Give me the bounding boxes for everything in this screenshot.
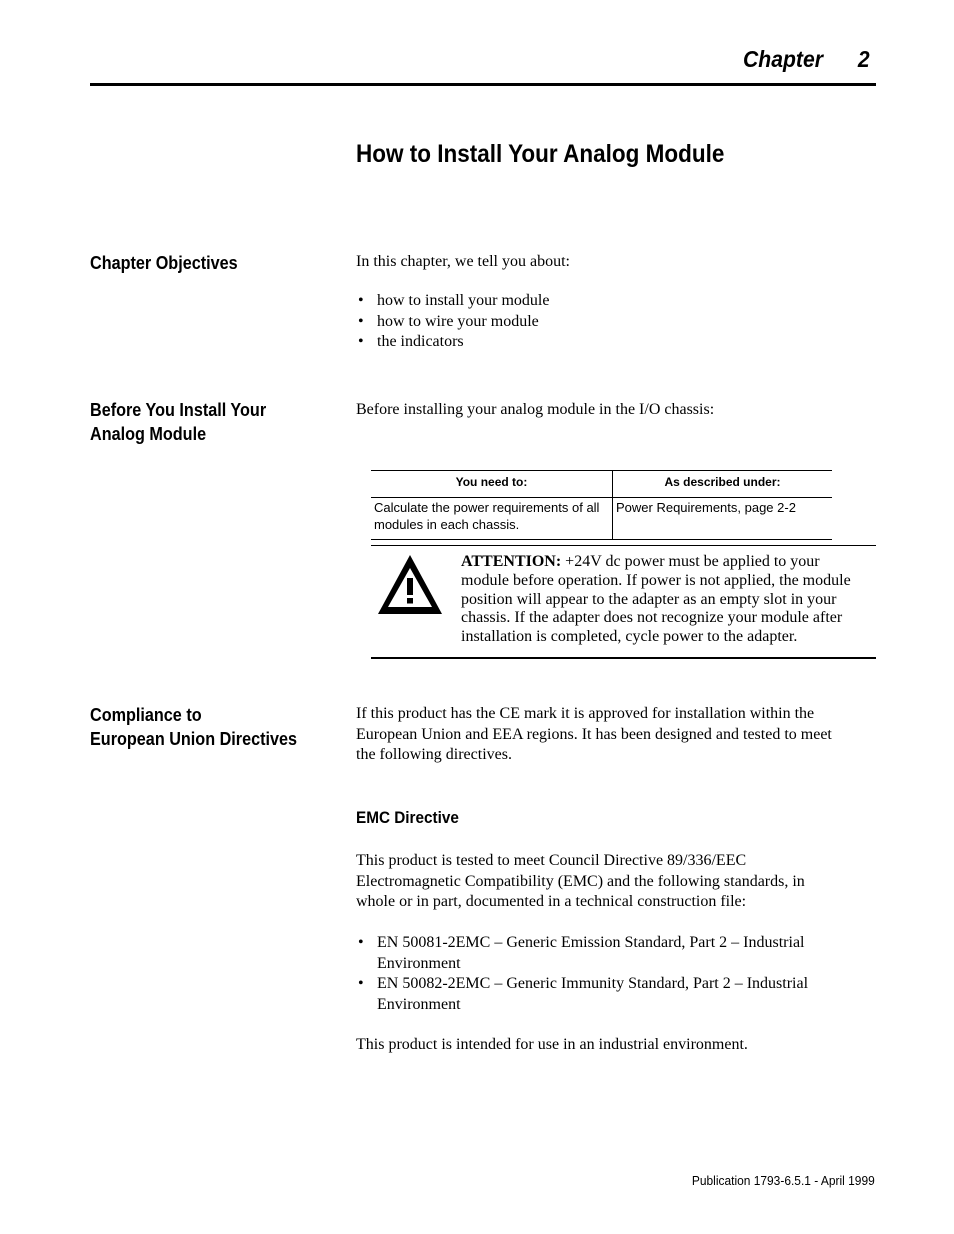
requirements-table (371, 470, 832, 540)
text-line: This product is tested to meet Council Directive 89/336/EEC (356, 852, 747, 869)
cell-line: Calculate the power requirements of all (374, 500, 600, 515)
text-line: whole or in part, documented in a technical construction file: (356, 893, 747, 910)
heading-line: Analog Module (90, 424, 207, 444)
before-install-heading (90, 398, 306, 446)
publication-footer: Publication 1793-6.5.1 - April 1999 (692, 1173, 875, 1188)
attention-line: installation is completed, cycle power to the adapter. (461, 628, 798, 646)
text-line: If this product has the CE mark it is approved for installation within the (356, 705, 815, 722)
column-header: As described under: (613, 471, 833, 498)
objectives-heading: Chapter Objectives (90, 253, 238, 273)
objectives-list (356, 291, 872, 353)
text-line: European Union and EEA regions. It has been designed and tested to meet (356, 725, 832, 743)
objectives-intro: In this chapter, we tell you about: (356, 253, 570, 270)
page-title: How to Install Your Analog Module (356, 140, 725, 168)
list-item: • how to wire your module (356, 312, 872, 333)
text-line: • EN 50082-2EMC – Generic Immunity Standard, Part 2 – Industrial (377, 975, 809, 992)
attention-text (461, 553, 873, 647)
attention-label: ATTENTION: (461, 553, 562, 570)
compliance-heading (90, 703, 306, 751)
header-rule (90, 83, 876, 86)
emc-intro (356, 851, 872, 913)
attention-line: +24V dc power must be applied to your (561, 553, 820, 570)
list-item: • how to install your module (356, 291, 872, 312)
table-cell: Power Requirements, page 2-2 (613, 498, 833, 540)
emc-standards-list (356, 933, 872, 1015)
cell-line: modules in each chassis. (374, 517, 520, 532)
chapter-number: 2 (858, 46, 870, 72)
table-row (371, 498, 832, 540)
text-line: Environment (377, 995, 461, 1013)
heading-line: Before You Install Your (90, 400, 267, 420)
heading-line: European Union Directives (90, 729, 298, 749)
attention-line: module before operation. If power is not applied, the module (461, 571, 851, 589)
column-header: You need to: (371, 471, 613, 498)
heading-line: Compliance to (90, 705, 202, 725)
warning-triangle-icon (375, 551, 445, 626)
attention-line: position will appear to the adapter as an empty slot in your (461, 590, 837, 608)
attention-rule-top (371, 545, 876, 546)
text-line: the following directives. (356, 746, 512, 763)
attention-line: chassis. If the adapter does not recognize your module after (461, 609, 843, 627)
list-item (356, 974, 872, 1015)
text-line: Environment (377, 954, 461, 972)
list-item (356, 933, 872, 974)
table-header-row (371, 471, 832, 498)
text-line: Electromagnetic Compatibility (EMC) and the following standards, in (356, 872, 805, 890)
chapter-label: Chapter (743, 46, 824, 72)
emc-heading: EMC Directive (356, 808, 459, 827)
text-line: • EN 50081-2EMC – Generic Emission Standard, Part 2 – Industrial (377, 934, 805, 951)
list-item: • the indicators (356, 332, 872, 353)
before-install-intro: Before installing your analog module in the I/O chassis: (356, 401, 715, 418)
chapter-header (743, 46, 870, 73)
table-cell (371, 498, 613, 540)
emc-closing: This product is intended for use in an industrial environment. (356, 1036, 748, 1053)
attention-rule-bottom (371, 657, 876, 659)
compliance-intro (356, 704, 872, 766)
